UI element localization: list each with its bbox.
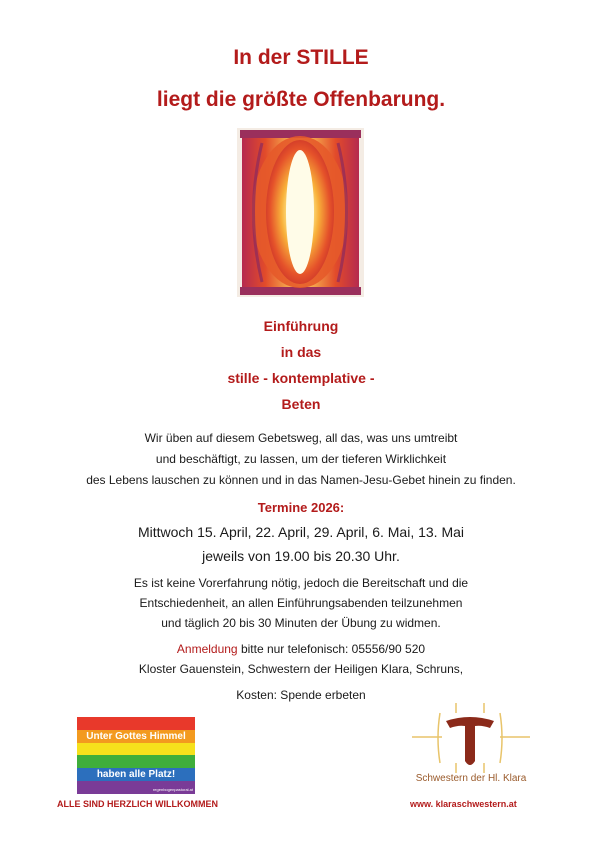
flag-text-line1: Unter Gottes Himmel	[86, 731, 186, 742]
intro-line2: und beschäftigt, zu lassen, um der tieferen Wirklichkeit	[155, 452, 447, 466]
page-title-line1: In der STILLE	[233, 46, 369, 69]
schedule-heading: Termine 2026:	[257, 500, 345, 515]
schedule-dates: Mittwoch 15. April, 22. April, 29. April, 6. Mai, 13. Mai	[137, 524, 465, 540]
requirements-line2: Entschiedenheit, an allen Einführungsabenden teilzunehmen	[139, 596, 463, 610]
flag-stripe-yellow	[77, 743, 195, 756]
registration-address: Kloster Gauenstein, Schwestern der Heiligen Klara, Schruns,	[138, 662, 464, 676]
course-heading-line2: in das	[280, 344, 322, 360]
rainbow-flag	[77, 717, 195, 794]
registration-label: Anmeldung	[176, 642, 238, 656]
intro-line1: Wir üben auf diesem Gebetsweg, all das, was uns umtreibt	[144, 431, 458, 445]
logo-caption: Schwestern der Hl. Klara	[415, 773, 527, 784]
footer-website-link[interactable]: www. klaraschwestern.at	[410, 799, 517, 809]
page-title-line2: liegt die größte Offenbarung.	[156, 88, 446, 111]
course-heading-line1: Einführung	[263, 318, 339, 334]
footer-welcome: ALLE SIND HERZLICH WILLKOMMEN	[57, 799, 218, 809]
registration-phone-text: bitte nur telefonisch: 05556/90 520	[237, 642, 426, 656]
schedule-time: jeweils von 19.00 bis 20.30 Uhr.	[202, 548, 400, 564]
flag-stripe-red	[77, 717, 195, 730]
flag-text-line2: haben alle Platz!	[96, 769, 176, 780]
flame-painting-icon	[237, 128, 364, 297]
tau-cross-logo-icon	[412, 703, 530, 773]
requirements-line1: Es ist keine Vorerfahrung nötig, jedoch die Bereitschaft und die	[133, 576, 469, 590]
intro-line3: des Lebens lauschen zu können und in das Namen-Jesu-Gebet hinein zu finden.	[86, 473, 516, 487]
flag-stripe-green	[77, 755, 195, 768]
flag-small-text: regenbogenpastoral.at	[152, 787, 193, 792]
requirements-line3: und täglich 20 bis 30 Minuten der Übung zu widmen.	[161, 616, 441, 630]
course-heading-line4: Beten	[281, 396, 321, 412]
course-heading-line3: stille - kontemplative -	[227, 370, 375, 386]
registration-cost: Kosten: Spende erbeten	[236, 688, 366, 702]
registration-line	[0, 642, 602, 656]
